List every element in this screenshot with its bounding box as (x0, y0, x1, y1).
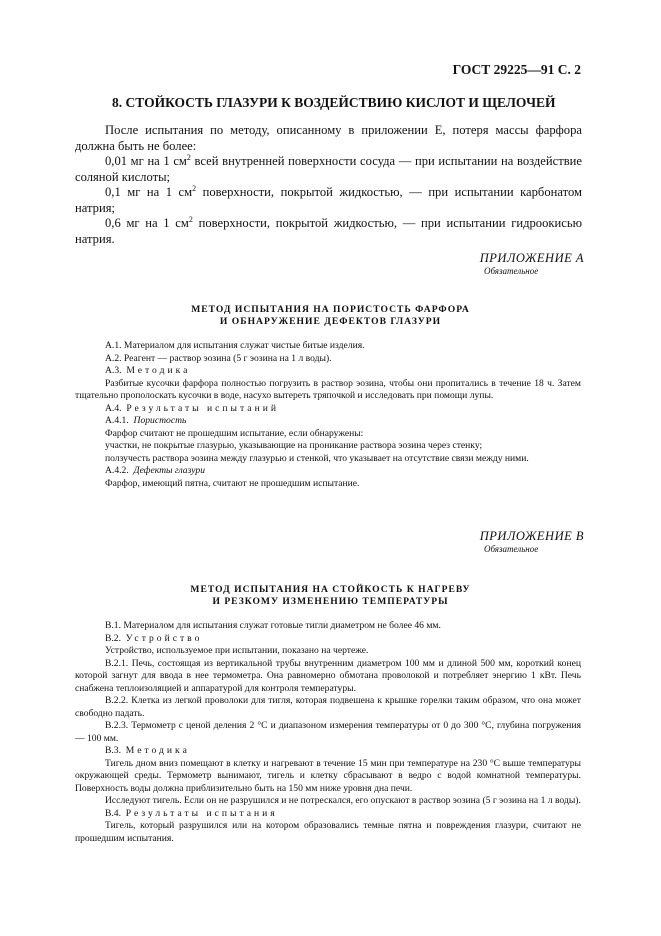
appendix-a-title-2: И ОБНАРУЖЕНИЕ ДЕФЕКТОВ ГЛАЗУРИ (219, 316, 442, 327)
appendix-b-para: В.2.2. Клетка из легкой проволоки для тигля, которая подвешена к крышке горелки таким образом, что она может свободно падать. (75, 695, 581, 719)
appendix-a-para: А.4.1. Пористость (105, 415, 187, 426)
appendix-a-title-1: МЕТОД ИСПЫТАНИЯ НА ПОРИСТОСТЬ ФАРФОРА (191, 304, 470, 315)
appendix-a-para: Разбитые кусочки фарфора полностью погрузить в раствор эозина, чтобы они пропитались в течение 18 ч. Затем тщательно прополоскать кусочки в воде, насухо вытереть тряпочкой и исследовать при помощи лупы. (75, 377, 581, 401)
appendix-a-para: участки, не покрытые глазурью, указывающие на проникание раствора эозина через стенку; (105, 440, 483, 451)
appendix-b-para: В.4. Результаты испытания (105, 807, 278, 819)
appendix-b-status: Обязательное (484, 544, 539, 554)
appendix-a-para: Фарфор считают не прошедшим испытание, если обнаружены: (105, 427, 364, 439)
section-8-item-1: 0,01 мг на 1 $см^2$ всей внутренней поверхности сосуда — при испытании на воздействие соляной кислоты; (75, 152, 582, 184)
appendix-b-title-1: МЕТОД ИСПЫТАНИЯ НА СТОЙКОСТЬ К НАГРЕВУ (190, 584, 471, 595)
appendix-a-para: Фарфор, имеющий пятна, считают не прошедшим испытание. (105, 477, 360, 489)
appendix-a-status: Обязательное (484, 266, 539, 276)
section-8-body (75, 123, 582, 247)
appendix-a-para: А.4. Результаты испытаний (105, 402, 279, 414)
appendix-b-para: Исследуют тигель. Если он не разрушился и не потрескался, его опускают в раствор эозина (5 г эозина на 1 л воды). (105, 795, 581, 806)
appendix-b-para: В.2. Устройство (105, 632, 203, 644)
appendix-b-para: В.2.3. Термометр с ценой деления 2 °С и диапазоном измерения температуры от 0 до 300 °С, глубина погружения — 100 мм. (75, 720, 581, 744)
appendix-a-para: ползучесть раствора эозина между глазурью и стенкой, что указывает на отсутствие связи между ними. (105, 452, 529, 464)
appendix-a-para: А.3. Методика (105, 365, 191, 376)
appendix-b-para: Устройство, используемое при испытании, показано на чертеже. (105, 645, 369, 656)
appendix-a-label: ПРИЛОЖЕНИЕ А (479, 251, 584, 265)
section-8-item-3: 0,6 мг на 1 $см^2$ поверхности, покрытой жидкостью, — при испытании гидроокисью натрия. (75, 214, 582, 246)
appendix-b-body (75, 620, 581, 845)
appendix-b-para: В.1. Материалом для испытания служат готовые тигли диаметром не более 46 мм. (105, 620, 441, 631)
appendix-b-label: ПРИЛОЖЕНИЕ В (479, 529, 584, 543)
appendix-b-title-2: И РЕЗКОМУ ИЗМЕНЕНИЮ ТЕМПЕРАТУРЫ (212, 596, 449, 607)
page-header: ГОСТ 29225—91 С. 2 (452, 62, 581, 77)
appendix-a-body (75, 340, 581, 490)
section-8-title: 8. СТОЙКОСТЬ ГЛАЗУРИ К ВОЗДЕЙСТВИЮ КИСЛОТ И ЩЕЛОЧЕЙ (112, 95, 556, 110)
appendix-a-para: А.1. Материалом для испытания служат чистые битые изделия. (105, 340, 365, 351)
appendix-b-para: Тигель, который разрушился или на котором образовались темные пятна и повреждения глазури, считают не прошедшим испытания. (75, 820, 581, 844)
appendix-b-para: В.3. Методика (105, 745, 190, 756)
appendix-b-para: В.2.1. Печь, состоящая из вертикальной трубы внутренним диаметром 100 мм и длиной 500 мм, короткий конец которой загнут для ввода в нее термометра. Она равномерно обмотана проволокой и потребляет энергию 1 кВт. Печь снабжена теплоизоляцией и аппаратурой для контроля температуры. (75, 657, 581, 694)
section-8-item-2: 0,1 мг на 1 $см^2$ поверхности, покрытой жидкостью, — при испытании карбонатом натрия; (75, 183, 583, 215)
appendix-b-para: Тигель дном вниз помещают в клетку и нагревают в течение 15 мин при температуре на 230 °С выше температуры окружающей среды. Термометр вынимают, тигель и клетку сбрасывают в ведро с водой комнатной температуры. Поверхность воды должна приблизительно быть на 150 мм ниже уровня дна печи. (75, 757, 581, 794)
appendix-a-para: А.4.2. Дефекты глазури (105, 465, 206, 476)
section-8-intro: После испытания по методу, описанному в приложении Е, потеря массы фарфора должна быть не более: (75, 123, 582, 153)
appendix-a-para: А.2. Реагент — раствор эозина (5 г эозина на 1 л воды). (105, 352, 332, 364)
